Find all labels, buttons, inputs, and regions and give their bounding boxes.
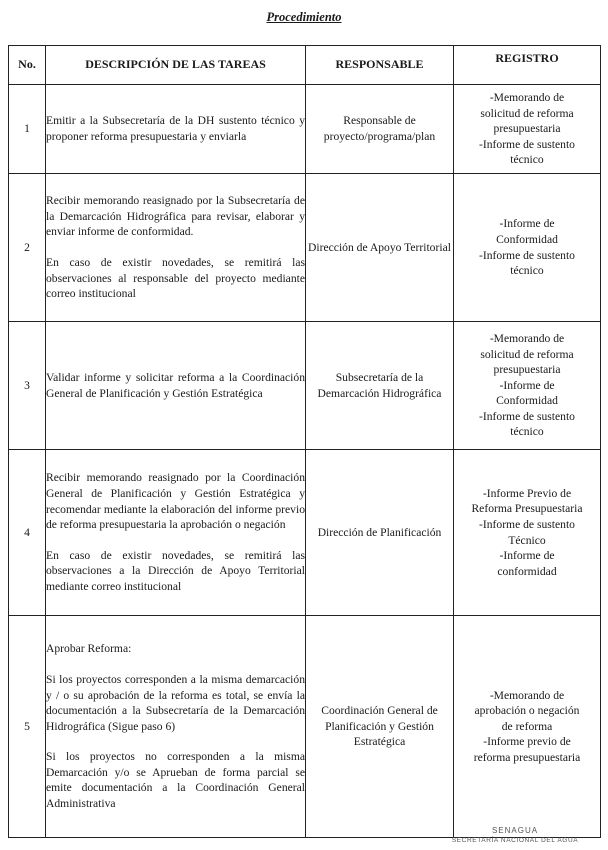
record-line: solicitud de reforma <box>480 106 574 120</box>
table-row <box>9 322 601 450</box>
seal-subtitle: SECRETARÍA NACIONAL DEL AGUA <box>451 837 579 844</box>
record-line: -Informe de sustento <box>479 517 575 531</box>
record-line: Conformidad <box>496 232 558 246</box>
record-line: Conformidad <box>496 394 558 408</box>
record-line: Técnico <box>508 533 546 547</box>
task-description <box>46 616 306 838</box>
responsible-cell: Dirección de Apoyo Territorial <box>306 174 454 322</box>
record-line: conformidad <box>497 564 557 578</box>
record-line: de reforma <box>501 719 553 733</box>
record-line: técnico <box>510 153 544 167</box>
record-line: -Memorando de <box>489 688 565 702</box>
record-cell <box>454 322 601 450</box>
task-paragraph: Si los proyectos corresponden a la misma demarcación y / o su aprobación de la reforma es total, se envía la documentación a la Subsecretaría de la Demarcación Hidrográfica (Sigue paso 6) <box>46 672 305 733</box>
header-row <box>9 46 601 85</box>
task-paragraph: Recibir memorando reasignado por la Subsecretaría de la Demarcación Hidrográfica para revisar, elaborar y enviar informe de conformidad. <box>46 194 305 239</box>
record-cell <box>454 450 601 616</box>
record-cell <box>454 174 601 322</box>
header-description: DESCRIPCIÓN DE LAS TAREAS <box>46 46 306 85</box>
procedure-table <box>8 45 601 838</box>
record-line: técnico <box>510 264 544 278</box>
record-line: -Informe de sustento <box>479 137 575 151</box>
record-line: técnico <box>510 425 544 439</box>
record-line: solicitud de reforma <box>480 347 574 361</box>
record-line: presupuestaria <box>493 363 561 377</box>
task-paragraph: Aprobar Reforma: <box>46 642 132 656</box>
header-no: No. <box>9 46 46 85</box>
record-line: Reforma Presupuestaria <box>471 502 583 516</box>
record-line: -Informe de <box>499 217 555 231</box>
record-line: aprobación o negación <box>474 704 580 718</box>
task-paragraph: En caso de existir novedades, se remitirá las observaciones al responsable del proyecto mediante correo institucional <box>46 256 305 301</box>
header-record: REGISTRO <box>454 46 601 85</box>
page-title: Procedimiento <box>266 10 342 24</box>
record-line: -Memorando de <box>489 331 565 345</box>
step-number: 1 <box>9 85 46 174</box>
task-description <box>46 322 306 450</box>
record-line: -Informe Previo de <box>482 486 572 500</box>
task-paragraph: Emitir a la Subsecretaría de la DH sustento técnico y proponer reforma presupuestaria y enviarla <box>46 114 305 143</box>
record-line: -Informe de <box>499 378 555 392</box>
record-cell <box>454 616 601 838</box>
record-line: presupuestaria <box>493 122 561 136</box>
task-paragraph: Validar informe y solicitar reforma a la Coordinación General de Planificación y Gestión Estratégica <box>46 370 305 400</box>
task-paragraph: Recibir memorando reasignado por la Coordinación General de Planificación y Gestión Estratégica y recomendar mediante la elaboración del informe previo de reforma presupuestaria la aprobación o negación <box>46 471 305 532</box>
step-number: 4 <box>9 450 46 616</box>
step-number: 3 <box>9 322 46 450</box>
record-cell <box>454 85 601 174</box>
responsible-cell: Coordinación General de Planificación y Gestión Estratégica <box>306 616 454 838</box>
task-paragraph: En caso de existir novedades, se remitirá las observaciones a la Dirección de Apoyo Territorial mediante correo institucional <box>46 548 305 593</box>
senagua-seal <box>440 826 590 846</box>
header-responsible: RESPONSABLE <box>306 46 454 85</box>
task-description <box>46 450 306 616</box>
seal-org: SENAGUA <box>491 826 539 835</box>
record-line: -Informe previo de <box>483 735 571 749</box>
record-line: -Memorando de <box>489 91 565 105</box>
task-description <box>46 174 306 322</box>
task-description <box>46 85 306 174</box>
responsible-cell: Dirección de Planificación <box>306 450 454 616</box>
record-line: -Informe de <box>499 549 555 563</box>
record-line: reforma presupuestaria <box>473 750 581 764</box>
responsible-cell: Responsable de proyecto/programa/plan <box>306 85 454 174</box>
step-number: 5 <box>9 616 46 838</box>
table-row <box>9 85 601 174</box>
table-row <box>9 616 601 838</box>
table-row <box>9 450 601 616</box>
step-number: 2 <box>9 174 46 322</box>
record-line: -Informe de sustento <box>479 248 575 262</box>
table-row <box>9 174 601 322</box>
task-paragraph: Si los proyectos no corresponden a la misma Demarcación y/o se Aprueban de forma parcial se emite documentación a la Coordinación General Administrativa <box>46 750 305 811</box>
responsible-cell: Subsecretaría de la Demarcación Hidrográfica <box>306 322 454 450</box>
record-line: -Informe de sustento <box>479 409 575 423</box>
